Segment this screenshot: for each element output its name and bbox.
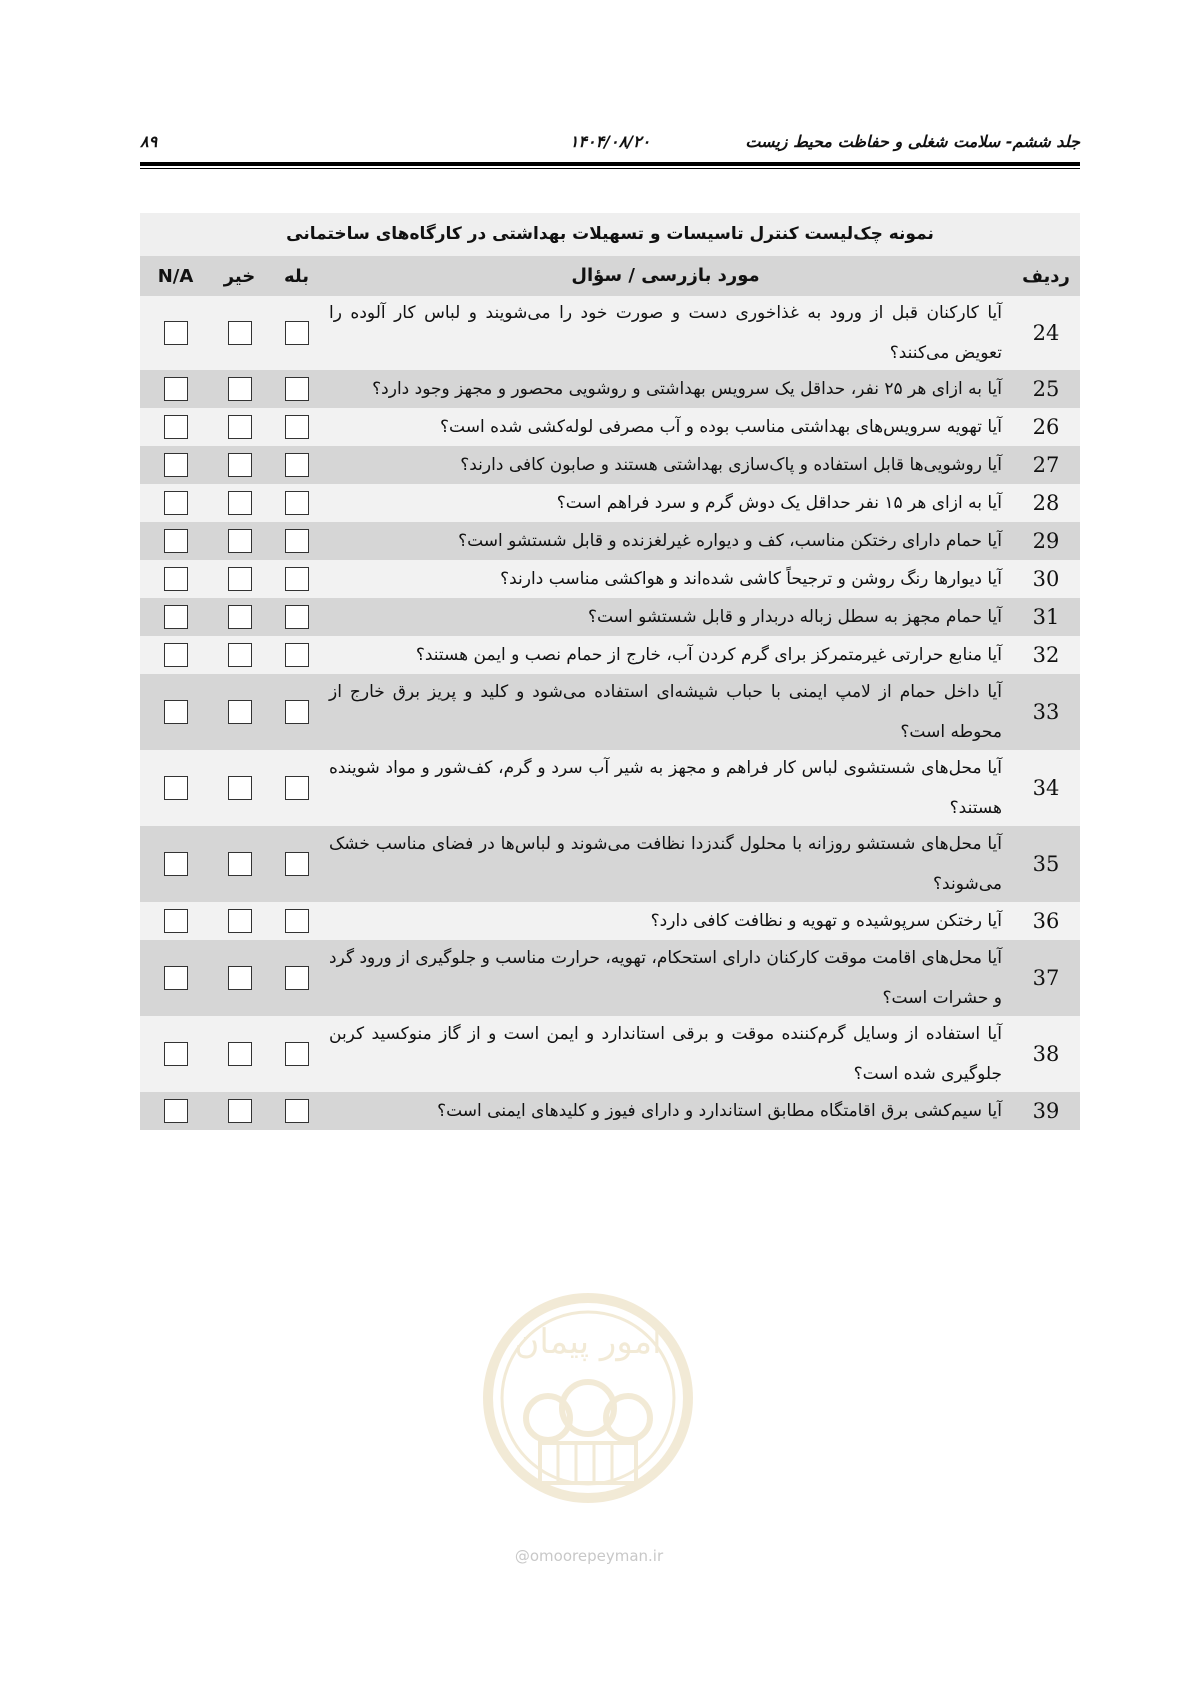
row-question bbox=[325, 636, 1012, 674]
row-question-text: آیا به ازای هر ۲۵ نفر، حداقل یک سرویس بهداشتی و روشویی محصور و مجهز وجود دارد؟ bbox=[372, 379, 1002, 399]
table-row bbox=[140, 296, 1080, 370]
row-number: 35 bbox=[1032, 852, 1060, 876]
cell-yes bbox=[268, 902, 325, 940]
checkbox-yes[interactable] bbox=[285, 605, 309, 629]
cell-yes bbox=[268, 940, 325, 1016]
row-question-text: آیا به ازای هر ۱۵ نفر حداقل یک دوش گرم و سرد فراهم است؟ bbox=[556, 493, 1002, 513]
table-row bbox=[140, 826, 1080, 902]
checkbox-na[interactable] bbox=[164, 567, 188, 591]
cell-yes bbox=[268, 522, 325, 560]
row-question-text: آیا منابع حرارتی غیرمتمرکز برای گرم کردن آب، خارج از حمام نصب و ایمن هستند؟ bbox=[415, 645, 1002, 665]
cell-na bbox=[140, 408, 211, 446]
checkbox-na[interactable] bbox=[164, 776, 188, 800]
checkbox-yes[interactable] bbox=[285, 776, 309, 800]
table-row bbox=[140, 674, 1080, 750]
checkbox-yes[interactable] bbox=[285, 852, 309, 876]
cell-no bbox=[211, 636, 268, 674]
cell-yes bbox=[268, 296, 325, 370]
checkbox-yes[interactable] bbox=[285, 1099, 309, 1123]
checkbox-no[interactable] bbox=[228, 1099, 252, 1123]
watermark-url: @omoorepeyman.ir bbox=[514, 1547, 664, 1565]
checkbox-yes[interactable] bbox=[285, 567, 309, 591]
row-question-text: آیا حمام دارای رختکن مناسب، کف و دیواره غیرلغزنده و قابل شستشو است؟ bbox=[458, 531, 1002, 551]
checkbox-na[interactable] bbox=[164, 529, 188, 553]
cell-yes bbox=[268, 560, 325, 598]
cell-no bbox=[211, 750, 268, 826]
cell-na bbox=[140, 560, 211, 598]
row-question-text: آیا سیم‌کشی برق اقامتگاه مطابق استاندارد و دارای فیوز و کلیدهای ایمنی است؟ bbox=[437, 1101, 1002, 1121]
row-question-text: آیا کارکنان قبل از ورود به غذاخوری دست و صورت خود را می‌شویند و لباس کار آلوده را تعویض می‌کنند؟ bbox=[329, 303, 1002, 363]
table-row bbox=[140, 370, 1080, 408]
row-question bbox=[325, 826, 1012, 902]
row-question bbox=[325, 598, 1012, 636]
cell-na bbox=[140, 826, 211, 902]
row-question-text: آیا حمام مجهز به سطل زباله دربدار و قابل شستشو است؟ bbox=[588, 607, 1002, 627]
watermark-logo-text: امور پیمان bbox=[514, 1322, 662, 1362]
checkbox-yes[interactable] bbox=[285, 321, 309, 345]
row-question bbox=[325, 408, 1012, 446]
row-number: 38 bbox=[1032, 1042, 1060, 1066]
cell-no bbox=[211, 902, 268, 940]
table-row bbox=[140, 636, 1080, 674]
header-na: N/A bbox=[157, 265, 194, 287]
table-row bbox=[140, 598, 1080, 636]
row-question-text: آیا داخل حمام از لامپ ایمنی با حباب شیشه‌ای استفاده می‌شود و کلید و پریز برق خارج از محوطه است؟ bbox=[329, 682, 1002, 742]
row-question-text: آیا استفاده از وسایل گرم‌کننده موقت و برقی استاندارد و ایمن است و از گاز منوکسید کربن جلوگیری شده است؟ bbox=[329, 1024, 1002, 1084]
cell-na bbox=[140, 598, 211, 636]
cell-na bbox=[140, 370, 211, 408]
row-question bbox=[325, 522, 1012, 560]
header-no: خیر bbox=[223, 265, 256, 287]
checkbox-na[interactable] bbox=[164, 1042, 188, 1066]
checkbox-no[interactable] bbox=[228, 1042, 252, 1066]
checkbox-na[interactable] bbox=[164, 491, 188, 515]
checkbox-no[interactable] bbox=[228, 966, 252, 990]
checkbox-na[interactable] bbox=[164, 377, 188, 401]
cell-yes bbox=[268, 1092, 325, 1130]
row-question-text: آیا محل‌های شستشوی لباس کار فراهم و مجهز به شیر آب سرد و گرم، کف‌شور و مواد شوینده هستند؟ bbox=[329, 758, 1002, 818]
cell-no bbox=[211, 484, 268, 522]
cell-no bbox=[211, 1092, 268, 1130]
checkbox-na[interactable] bbox=[164, 852, 188, 876]
checkbox-no[interactable] bbox=[228, 321, 252, 345]
table-row bbox=[140, 750, 1080, 826]
checkbox-no[interactable] bbox=[228, 453, 252, 477]
checkbox-yes[interactable] bbox=[285, 966, 309, 990]
checkbox-yes[interactable] bbox=[285, 491, 309, 515]
checkbox-na[interactable] bbox=[164, 643, 188, 667]
checkbox-no[interactable] bbox=[228, 909, 252, 933]
cell-na bbox=[140, 484, 211, 522]
table-row bbox=[140, 446, 1080, 484]
checkbox-no[interactable] bbox=[228, 852, 252, 876]
cell-no bbox=[211, 296, 268, 370]
table-row bbox=[140, 522, 1080, 560]
checkbox-yes[interactable] bbox=[285, 453, 309, 477]
table-row bbox=[140, 940, 1080, 1016]
row-number: 36 bbox=[1032, 909, 1060, 933]
row-question-text: آیا محل‌های اقامت موقت کارکنان دارای استحکام، تهویه، حرارت مناسب و جلوگیری از ورود گرد و حشرات است؟ bbox=[329, 948, 1002, 1008]
cell-na bbox=[140, 940, 211, 1016]
table-header-row bbox=[140, 256, 1080, 296]
checkbox-yes[interactable] bbox=[285, 1042, 309, 1066]
page-header bbox=[140, 128, 1080, 156]
checkbox-no[interactable] bbox=[228, 776, 252, 800]
checkbox-no[interactable] bbox=[228, 643, 252, 667]
checkbox-no[interactable] bbox=[228, 700, 252, 724]
table-row bbox=[140, 902, 1080, 940]
row-question bbox=[325, 296, 1012, 370]
cell-na bbox=[140, 674, 211, 750]
row-number: 33 bbox=[1032, 700, 1060, 724]
row-number: 37 bbox=[1032, 966, 1060, 990]
cell-no bbox=[211, 1016, 268, 1092]
row-question bbox=[325, 674, 1012, 750]
page-number: ۸۹ bbox=[140, 132, 158, 151]
cell-na bbox=[140, 1092, 211, 1130]
row-number: 25 bbox=[1032, 377, 1060, 401]
cell-na bbox=[140, 1016, 211, 1092]
row-question-text: آیا رختکن سرپوشیده و تهویه و نظافت کافی دارد؟ bbox=[650, 911, 1002, 931]
book-title: جلد ششم- سلامت شغلی و حفاظت محیط زیست bbox=[745, 132, 1080, 151]
row-number: 26 bbox=[1032, 415, 1060, 439]
cell-yes bbox=[268, 826, 325, 902]
header-rule-thick bbox=[140, 162, 1080, 166]
checkbox-yes[interactable] bbox=[285, 415, 309, 439]
cell-na bbox=[140, 750, 211, 826]
checkbox-na[interactable] bbox=[164, 415, 188, 439]
checkbox-na[interactable] bbox=[164, 605, 188, 629]
row-number: 39 bbox=[1032, 1099, 1060, 1123]
checkbox-yes[interactable] bbox=[285, 529, 309, 553]
row-question-text: آیا دیوارها رنگ روشن و ترجیحاً کاشی شده‌اند و هواکشی مناسب دارند؟ bbox=[500, 569, 1002, 589]
cell-yes bbox=[268, 370, 325, 408]
row-question bbox=[325, 560, 1012, 598]
checkbox-yes[interactable] bbox=[285, 643, 309, 667]
row-number: 27 bbox=[1032, 453, 1060, 477]
row-number: 24 bbox=[1032, 321, 1060, 345]
omoorepeyman-logo-watermark bbox=[478, 1258, 698, 1548]
cell-na bbox=[140, 636, 211, 674]
table-title: نمونه چک‌لیست کنترل تاسیسات و تسهیلات بهداشتی در کارگاه‌های ساختمانی bbox=[140, 213, 1080, 256]
checkbox-na[interactable] bbox=[164, 1099, 188, 1123]
cell-no bbox=[211, 446, 268, 484]
table-row bbox=[140, 1016, 1080, 1092]
row-question bbox=[325, 484, 1012, 522]
table-row bbox=[140, 408, 1080, 446]
cell-yes bbox=[268, 598, 325, 636]
cell-na bbox=[140, 446, 211, 484]
checkbox-no[interactable] bbox=[228, 377, 252, 401]
cell-no bbox=[211, 940, 268, 1016]
table-body bbox=[140, 296, 1080, 1130]
cell-na bbox=[140, 296, 211, 370]
checklist-table bbox=[140, 213, 1080, 1130]
checkbox-na[interactable] bbox=[164, 700, 188, 724]
row-question bbox=[325, 370, 1012, 408]
date: ۱۴۰۴/۰۸/۲۰ bbox=[569, 132, 651, 151]
header-rule-thin bbox=[140, 168, 1080, 169]
checkbox-no[interactable] bbox=[228, 529, 252, 553]
checkbox-na[interactable] bbox=[164, 321, 188, 345]
cell-yes bbox=[268, 484, 325, 522]
checkbox-na[interactable] bbox=[164, 909, 188, 933]
header-question: مورد بازرسی / سؤال bbox=[571, 265, 760, 286]
checkbox-no[interactable] bbox=[228, 415, 252, 439]
cell-yes bbox=[268, 408, 325, 446]
table-row bbox=[140, 560, 1080, 598]
cell-yes bbox=[268, 636, 325, 674]
row-question bbox=[325, 750, 1012, 826]
checkbox-na[interactable] bbox=[164, 453, 188, 477]
checkbox-no[interactable] bbox=[228, 491, 252, 515]
cell-na bbox=[140, 902, 211, 940]
checkbox-yes[interactable] bbox=[285, 700, 309, 724]
row-question bbox=[325, 446, 1012, 484]
cell-no bbox=[211, 560, 268, 598]
header-yes: بله bbox=[283, 265, 310, 287]
row-number: 31 bbox=[1032, 605, 1060, 629]
table-row bbox=[140, 1092, 1080, 1130]
row-number: 30 bbox=[1032, 567, 1060, 591]
cell-no bbox=[211, 408, 268, 446]
checkbox-yes[interactable] bbox=[285, 377, 309, 401]
row-number: 32 bbox=[1032, 643, 1060, 667]
row-number: 34 bbox=[1032, 776, 1060, 800]
cell-yes bbox=[268, 446, 325, 484]
row-question bbox=[325, 1016, 1012, 1092]
cell-no bbox=[211, 674, 268, 750]
header-num: ردیف bbox=[1022, 265, 1070, 287]
cell-yes bbox=[268, 674, 325, 750]
row-question bbox=[325, 1092, 1012, 1130]
cell-no bbox=[211, 826, 268, 902]
row-question-text: آیا روشویی‌ها قابل استفاده و پاک‌سازی بهداشتی هستند و صابون کافی دارند؟ bbox=[460, 455, 1002, 475]
checkbox-na[interactable] bbox=[164, 966, 188, 990]
table-row bbox=[140, 484, 1080, 522]
cell-no bbox=[211, 598, 268, 636]
cell-no bbox=[211, 522, 268, 560]
checkbox-yes[interactable] bbox=[285, 909, 309, 933]
checkbox-no[interactable] bbox=[228, 567, 252, 591]
cell-yes bbox=[268, 1016, 325, 1092]
row-number: 29 bbox=[1032, 529, 1060, 553]
row-question bbox=[325, 902, 1012, 940]
checkbox-no[interactable] bbox=[228, 605, 252, 629]
row-question-text: آیا تهویه سرویس‌های بهداشتی مناسب بوده و آب مصرفی لوله‌کشی شده است؟ bbox=[440, 417, 1002, 437]
cell-na bbox=[140, 522, 211, 560]
row-question-text: آیا محل‌های شستشو روزانه با محلول گندزدا نظافت می‌شوند و لباس‌ها در فضای مناسب خشک می‌شوند؟ bbox=[329, 834, 1002, 894]
row-question bbox=[325, 940, 1012, 1016]
cell-no bbox=[211, 370, 268, 408]
cell-yes bbox=[268, 750, 325, 826]
row-number: 28 bbox=[1032, 491, 1060, 515]
